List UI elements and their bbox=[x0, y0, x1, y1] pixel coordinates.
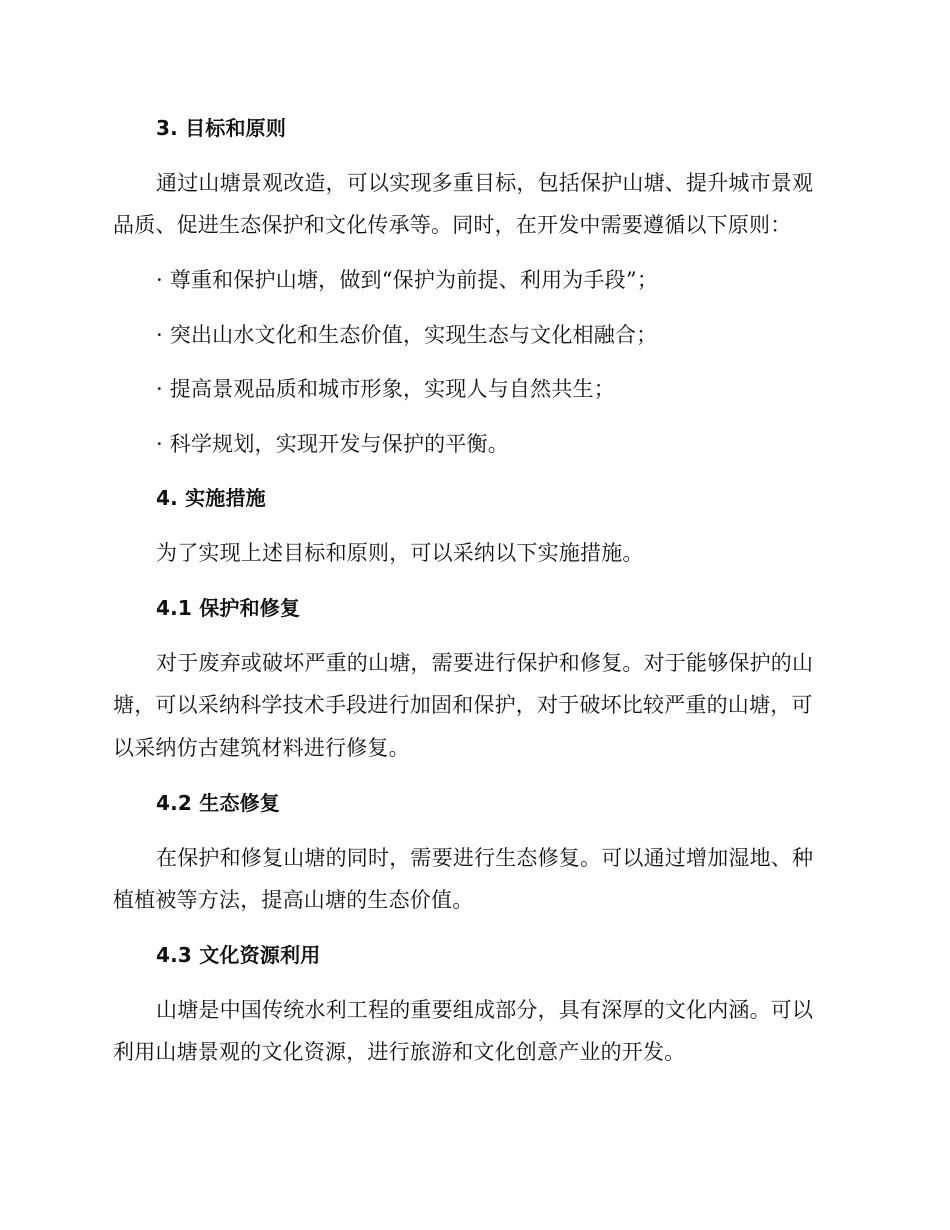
section-heading-3: 3. 目标和原则 bbox=[156, 116, 287, 140]
paragraph-line: 利用山塘景观的文化资源，进行旅游和文化创意产业的开发。 bbox=[113, 1040, 686, 1064]
paragraph-line: 以采纳仿古建筑材料进行修复。 bbox=[113, 736, 410, 760]
section-heading-4-1: 4.1 保护和修复 bbox=[156, 596, 301, 620]
section-heading-4-2: 4.2 生态修复 bbox=[156, 791, 280, 815]
section-heading-4: 4. 实施措施 bbox=[156, 486, 266, 510]
paragraph-line: 植植被等方法，提高山塘的生态价值。 bbox=[113, 888, 474, 912]
bullet-item: · 科学规划，实现开发与保护的平衡。 bbox=[156, 432, 509, 456]
section-heading-4-3: 4.3 文化资源利用 bbox=[156, 943, 321, 967]
bullet-item: · 提高景观品质和城市形象，实现人与自然共生； bbox=[156, 377, 615, 401]
paragraph-line: 为了实现上述目标和原则，可以采纳以下实施措施。 bbox=[156, 541, 644, 565]
paragraph-line: 品质、促进生态保护和文化传承等。同时，在开发中需要遵循以下原则： bbox=[113, 213, 792, 237]
bullet-item: · 突出山水文化和生态价值，实现生态与文化相融合； bbox=[156, 323, 658, 347]
paragraph-line: 对于废弃或破坏严重的山塘，需要进行保护和修复。对于能够保护的山 bbox=[156, 651, 814, 675]
paragraph-line: 在保护和修复山塘的同时，需要进行生态修复。可以通过增加湿地、种 bbox=[156, 846, 814, 870]
paragraph-line: 通过山塘景观改造，可以实现多重目标，包括保护山塘、提升城市景观 bbox=[156, 171, 814, 195]
paragraph-line: 塘，可以采纳科学技术手段进行加固和保护，对于破坏比较严重的山塘，可 bbox=[113, 693, 813, 717]
paragraph-line: 山塘是中国传统水利工程的重要组成部分，具有深厚的文化内涵。可以 bbox=[156, 998, 814, 1022]
bullet-item: · 尊重和保护山塘，做到“保护为前提、利用为手段”； bbox=[156, 268, 659, 292]
